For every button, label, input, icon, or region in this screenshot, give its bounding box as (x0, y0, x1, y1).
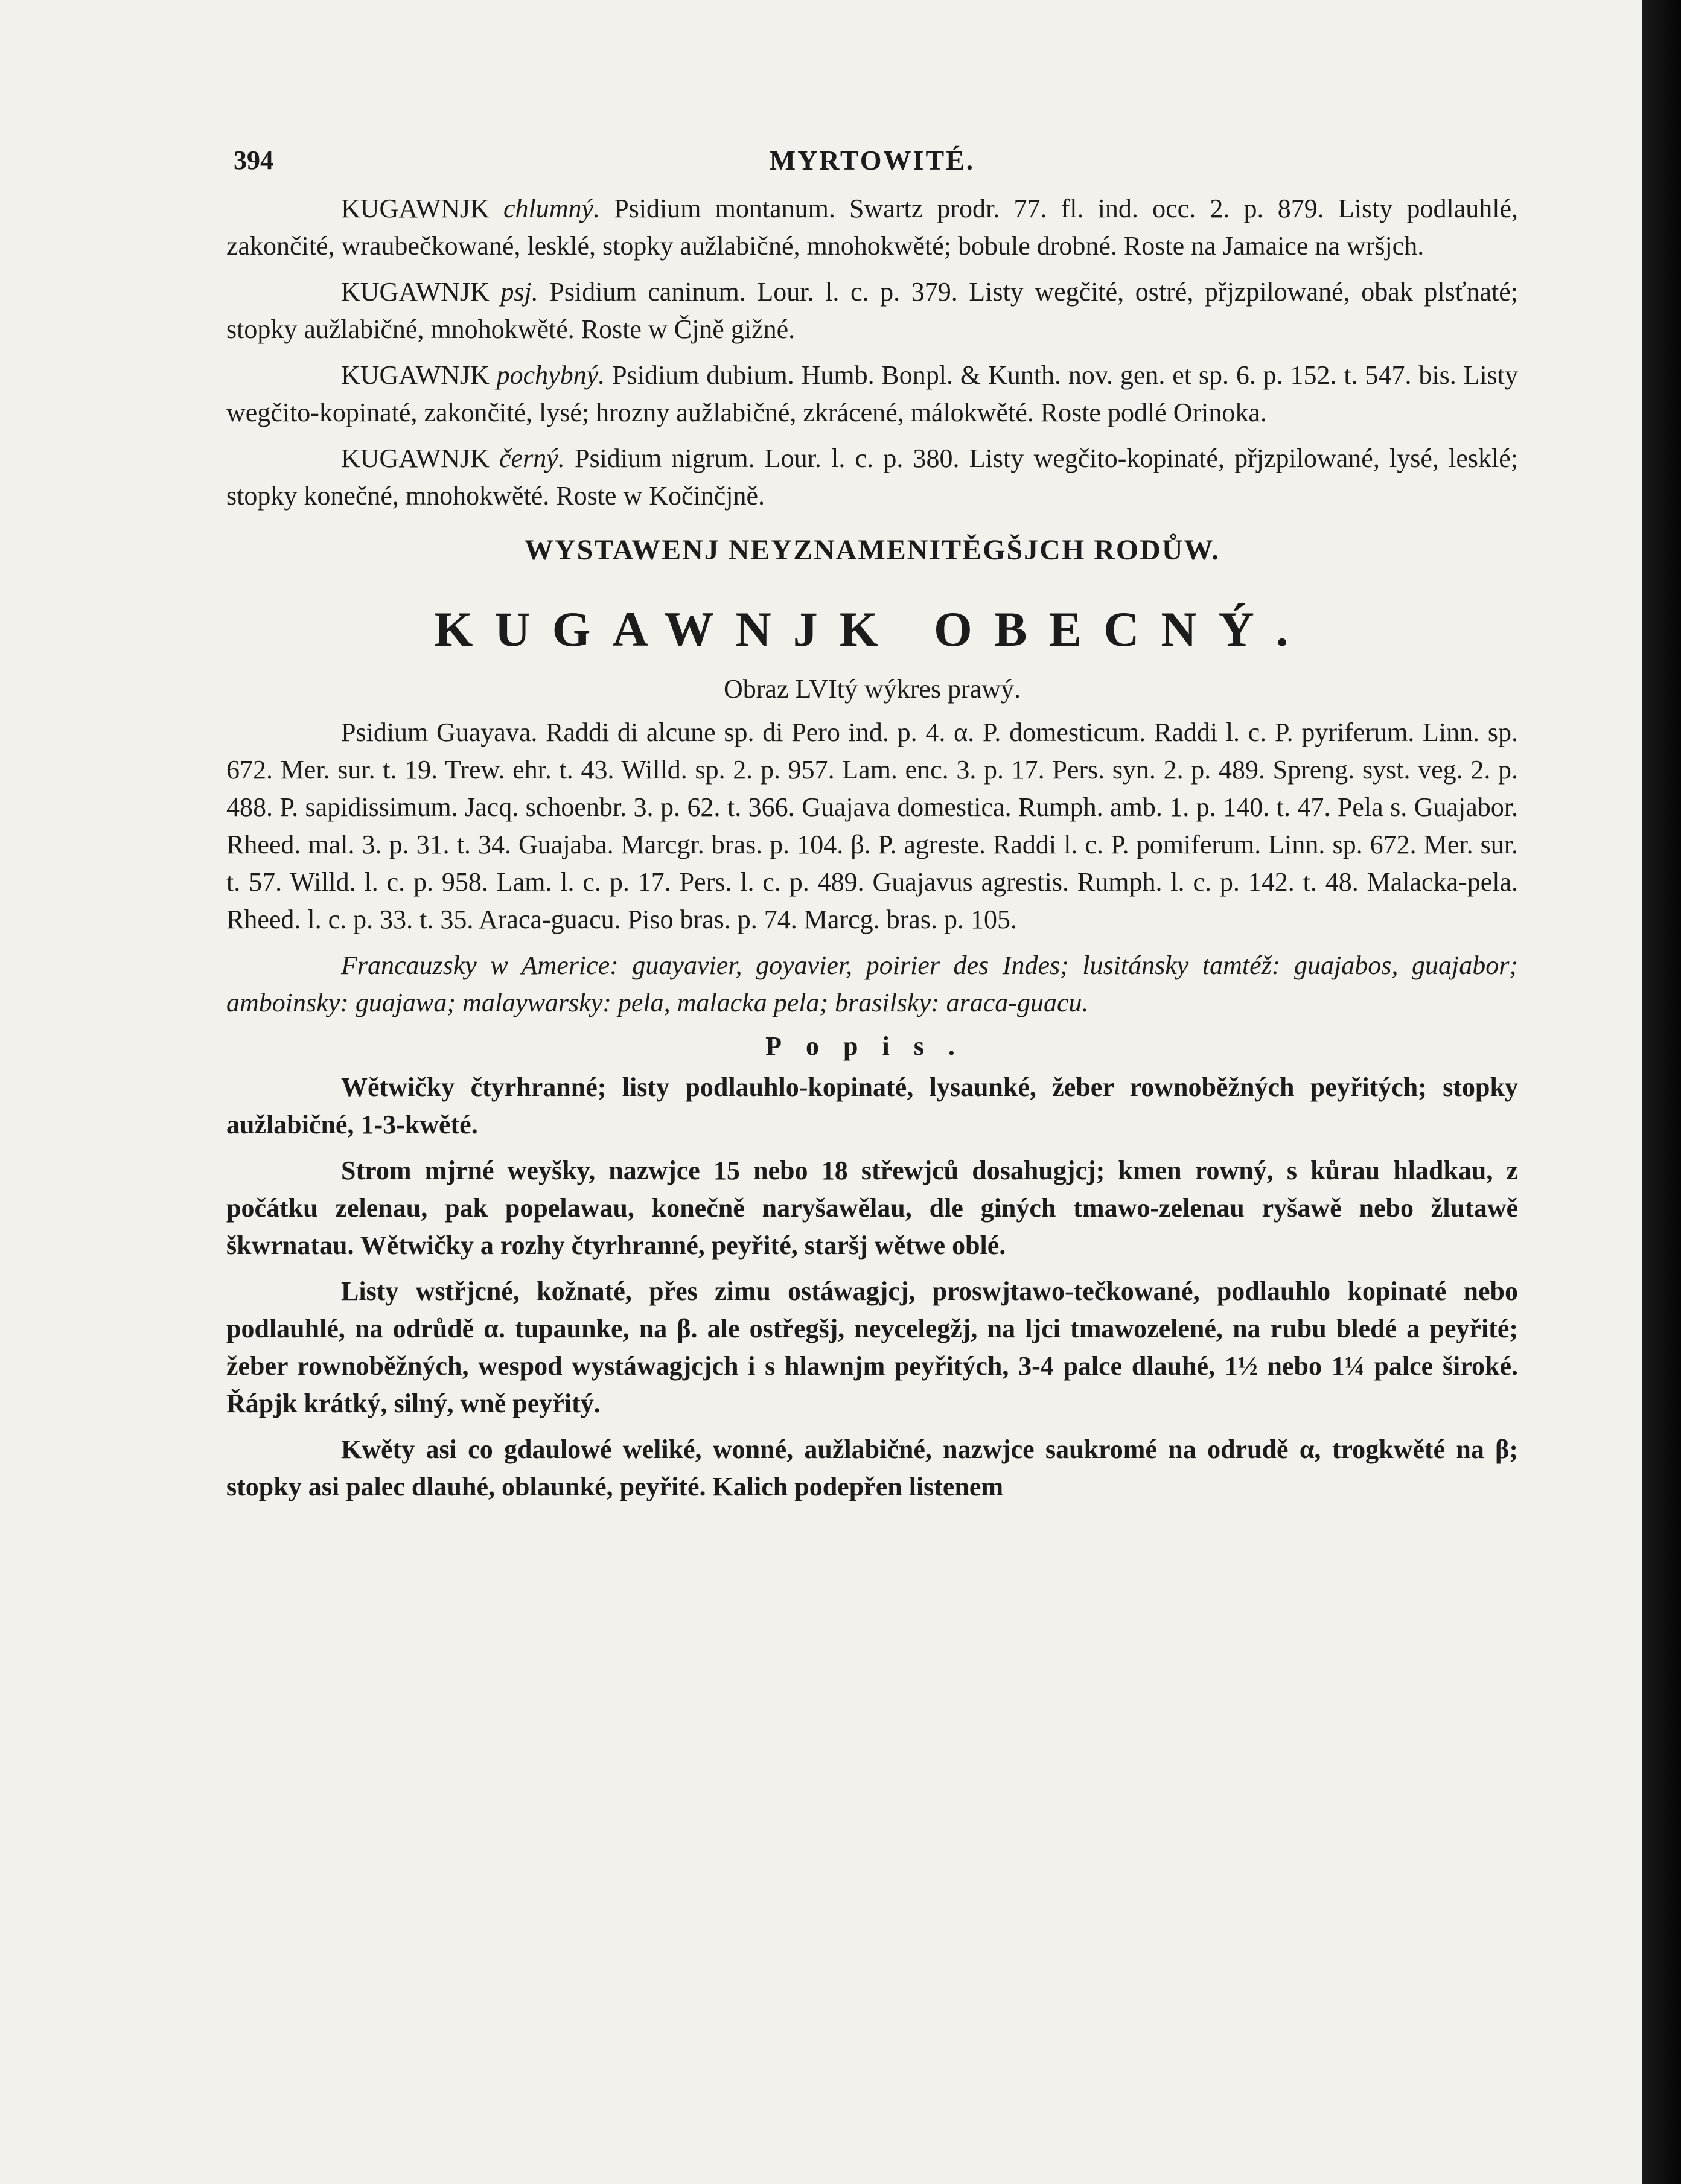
page-content (226, 136, 1518, 1506)
entry-text: Psidium dubium. Humb. Bonpl. & Kunth. nov. gen. et sp. 6. p. 152. t. 547. bis. Listy wegčito-kopinaté, zakončité, lysé; hrozny aužlabičné, zkrácené, málokwěté. Roste podlé Orinoka. (226, 360, 1519, 427)
description-paragraph: Strom mjrné weyšky, nazwjce 15 nebo 18 střewjců dosahugjcj; kmen rowný, s kůrau hladkau, z počátku zelenau, pak popelawau, konečně naryšawělau, dle giných tmawo-zelenau ryšawě nebo žlutawě škwrnatau. Wětwičky a rozhy čtyrhranné, peyřité, staršj wětwe oblé. (226, 1156, 1518, 1260)
plate-reference: Obraz LVItý wýkres prawý. (723, 674, 1021, 704)
entry-text: Psidium montanum. Swartz prodr. 77. fl. ind. occ. 2. p. 879. Listy podlauhlé, zakončité, wraubečkowané, lesklé, stopky aužlabičné, mnohokwěté; bobule drobné. Roste na Jamaice na wršjch. (226, 194, 1519, 261)
page-header (226, 136, 1518, 178)
genus-name: KUGAWNJK (341, 277, 490, 307)
main-title: KUGAWNJK OBECNÝ. (434, 602, 1310, 657)
genus-name: KUGAWNJK (341, 194, 490, 223)
species-epithet: chlumný. (503, 194, 601, 223)
species-epithet: psj. (500, 277, 538, 307)
running-title: MYRTOWITÉ. (769, 145, 975, 176)
page-number: 394 (234, 145, 273, 175)
vernacular-names: Francauzsky w Americe: guayavier, goyavier, poirier des Indes; lusitánsky tamtéž: guajabos, guajabor; amboinsky: guajawa; malaywarsky: pela, malacka pela; brasilsky: araca-guacu. (226, 950, 1518, 1017)
entry-text: Psidium nigrum. Lour. l. c. p. 380. Listy wegčito-kopinaté, přjzpilowané, lysé, lesklé; stopky konečné, mnohokwěté. Roste w Kočinčjně. (226, 444, 1519, 511)
species-entry (226, 440, 1518, 515)
species-entry (226, 190, 1518, 265)
description-heading: Popis. (765, 1031, 979, 1061)
entry-text: Psidium caninum. Lour. l. c. p. 379. Listy wegčité, ostré, přjzpilowané, obak plsťnaté; stopky aužlabičné, mnohokwěté. Roste w Čjně gižné. (226, 277, 1519, 344)
synonymy-paragraph: Psidium Guayava. Raddi di alcune sp. di Pero ind. p. 4. α. P. domesticum. Raddi l. c. P. pyriferum. Linn. sp. 672. Mer. sur. t. 19. Trew. ehr. t. 43. Willd. sp. 2. p. 957. Lam. enc. 3. p. 17. Pers. syn. 2. p. 489. Spreng. syst. veg. 2. p. 488. P. sapidissimum. Jacq. schoenbr. 3. p. 62. t. 366. Guajava domestica. Rumph. amb. 1. p. 140. t. 47. Pela s. Guajabor. Rheed. mal. 3. p. 31. t. 34. Guajaba. Marcgr. bras. p. 104. β. P. agreste. Raddi l. c. P. pomiferum. Linn. sp. 672. Mer. sur. t. 57. Willd. l. c. p. 958. Lam. l. c. p. 17. Pers. l. c. p. 489. Guajavus agrestis. Rumph. l. c. p. 142. t. 48. Malacka-pela. Rheed. l. c. p. 33. t. 35. Araca-guacu. Piso bras. p. 74. Marcg. bras. p. 105. (226, 718, 1518, 934)
species-entry (226, 357, 1518, 431)
species-entry (226, 273, 1518, 348)
genus-name: KUGAWNJK (341, 360, 490, 390)
description-paragraph: Wětwičky čtyrhranné; listy podlauhlo-kopinaté, lysaunké, žeber rownoběžných peyřitých; stopky aužlabičné, 1-3-kwěté. (226, 1072, 1518, 1139)
species-epithet: pochybný. (496, 360, 605, 390)
genus-name: KUGAWNJK (341, 444, 490, 473)
page-edge-shadow (1642, 0, 1681, 2184)
description-paragraph: Listy wstřjcné, kožnaté, přes zimu ostáwagjcj, proswjtawo-tečkowané, podlauhlo kopinaté nebo podlauhlé, na odrůdě α. tupaunke, na β. ale ostřegšj, neycelegžj, na ljci tmawozelené, na rubu bledé a peyřité; žeber rownoběžných, wespod wystáwagjcjch i s hlawnjm peyřitých, 3-4 palce dlauhé, 1½ nebo 1¼ palce široké. Řápjk krátký, silný, wně peyřitý. (226, 1276, 1518, 1418)
species-epithet: černý. (499, 444, 565, 473)
description-paragraph: Kwěty asi co gdaulowé weliké, wonné, aužlabičné, nazwjce saukromé na odrudě α, trogkwěté na β; stopky asi palec dlauhé, oblaunké, peyřité. Kalich podepřen listenem (226, 1434, 1518, 1501)
section-heading: WYSTAWENJ NEYZNAMENITĚGŠJCH RODŮW. (524, 534, 1220, 566)
